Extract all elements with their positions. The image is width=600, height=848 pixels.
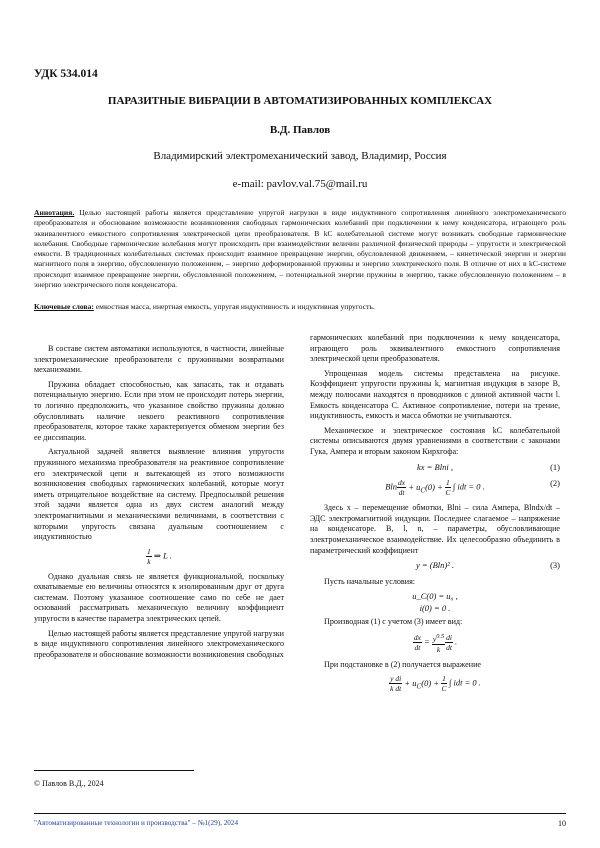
equation-text: y = (Bln)² .: [415, 560, 455, 571]
keywords: [34, 302, 566, 312]
right-column: [310, 333, 560, 699]
paragraph: гармонических колебаний при подключении к нему конденсатора, играющего роль эквивалентного емкостного сопротивления электрической цепи преобразователя.: [310, 333, 560, 364]
paragraph: Актуальной задачей является выявление влияния упругости пружинного механизма преобразователя на реактивное сопротивление его электрической цепи и вытекающей из этого возможности возникновения свободных гармонических колебаний, которые могут иметь отрицательное воздействие на систему. Предпосылкой решения этой задачи является одна из двух систем аналогий между электромагнитными и механическими величинами, в соответствии с которыми упругость связана дуальным соотношением с индуктивностью: [34, 447, 284, 542]
paragraph: Упрощенная модель системы представлена на рисунке. Коэффициент упругости пружины k, магнитная индукция в зазоре B, между полюсами находятся n проводников с длиной активной части l. Емкость конденсатора C. Активное сопротивление, потери на трение, индуктивность, емкость и масса обмотки не учитываются.: [310, 368, 560, 421]
paragraph: При подстановке в (2) получается выражение: [324, 659, 482, 669]
left-column: [34, 344, 284, 664]
equation-number: (3): [550, 560, 560, 571]
author: В.Д. Павлов: [269, 124, 331, 136]
equation-1: [310, 462, 560, 473]
paper-title: ПАРАЗИТНЫЕ ВИБРАЦИИ В АВТОМАТИЗИРОВАННЫХ КОМПЛЕКСАХ: [107, 95, 493, 107]
frac-numerator: 1: [147, 546, 151, 556]
equation-text: kx = Blni ,: [417, 461, 453, 472]
derivative-equation: $\frac{dx}{dt}$ = $\frac{y^{0.5}}{k}$ $\frac{di}{dt}$ .: [413, 633, 458, 654]
equation-3: [310, 560, 560, 571]
substituted-equation: $\frac{y}{k}$ $\frac{di}{dt}$ + $u_C(0)$ + $\frac{1}{C}$ ∫ idt = 0 .: [390, 674, 481, 694]
keywords-label: Ключевые слова:: [34, 302, 94, 311]
abstract-text: Целью настоящей работы является представление упругой нагрузки в виде индуктивного сопротивления линейного электромеханического преобразователя и обоснование возможности возникновения свободных гармонических колебаний при подключении к нему конденсатора, играющего роль эквивалентного емкостного сопротивления электрической цепи преобразователя. В kC колебательной системе могут возникать свободные гармонические колебания. Свободные гармонические колебания могут происходить при взаимодействии величин различной физической природы – упругости и электрической емкости. В традиционных колебательных системах происходит взаимное превращение энергии, обусловленной движением, – кинетической энергии и энергии магнитного поля в энергию, обусловленную положением, – энергию деформированной пружины и энергию электрического поля. В отличие от них в kC-системе происходит взаимное превращение энергии, обусловленной положением, – потенциальной энергии пружины в энергию, также обусловленную положением – в энергию электрического поля конденсатора.: [34, 208, 566, 290]
paragraph: Производная (1) с учетом (3) имеет вид:: [324, 617, 463, 627]
copyright: © Павлов В.Д., 2024: [34, 779, 104, 788]
equation-number: (2): [550, 478, 560, 489]
paragraph: Целью настоящей работы является представление упругой нагрузки в виде индуктивного сопротивления линейного электромеханического преобразователя и обоснование возможности возникновения свободных: [34, 628, 284, 659]
paragraph: Однако дуальная связь не является функциональной, поскольку охватываемые ею величины относятся к изолированным друг от друга системам. Поэтому указанное соотношение само по себе не дает оснований рассматривать механическую величину коэффициент упругости в качестве параметра электрических цепей.: [34, 571, 284, 624]
initial-condition-2: i(0) = 0 .: [419, 602, 451, 613]
abstract: [34, 208, 566, 290]
paragraph: Здесь x – перемещение обмотки, Blni – сила Ампера, Blndx/dt – ЭДС электромагнитной индукции. Последнее слагаемое – напряжение на конденсаторе. B, l, n, – параметры, обусловливающие электромеханическое взаимодействие. Их целесообразно объединить в параметрический коэффициент: [310, 503, 560, 555]
udk-code: УДК 534.014: [34, 68, 98, 80]
paragraph: Механическое и электрическое состояния kC колебательной системы описываются двумя уравнениями в соответствии с законами Гука, Ампера и вторым законом Кирхгофа:: [310, 425, 560, 456]
formula-rest: ⇒ L .: [153, 550, 172, 561]
journal-name: "Автоматизированные технологии и производства" – №1(29), 2024: [34, 819, 239, 827]
abstract-label: Аннотация.: [34, 208, 75, 217]
email: e-mail: pavlov.val.75@mail.ru: [232, 178, 368, 190]
equation-2: Bln $\frac{dx}{dt}$ + $u_C(0)$ + $\frac{1}{C}$ ∫ idt = 0 . (2): [385, 478, 560, 498]
paragraph: Пружина обладает способностью, как запасать, так и отдавать потенциальную энергию. Если при этом не происходит потерь энергии, то логично предположить, что указанное свойство пружины должно обусловливать наличие некоего реактивного сопротивления преобразователя, которое также характеризуется обменом энергии без ее диссипации.: [34, 379, 284, 442]
equation-number: (1): [550, 461, 560, 472]
paragraph: В составе систем автоматики используются, в частности, линейные электромеханические преобразователи с пружинными возвратными механизмами.: [34, 344, 284, 375]
footnote-divider: [34, 770, 194, 771]
footer-rule: [34, 813, 566, 814]
frac-denominator: k: [147, 556, 151, 566]
affiliation: Владимирский электромеханический завод, Владимир, Россия: [153, 150, 447, 162]
duality-formula: [34, 547, 284, 566]
page-number: 10: [558, 819, 566, 828]
paragraph: Пусть начальные условия:: [324, 576, 416, 586]
keywords-text: емкостная масса, инертная емкость, упругая индуктивность и индуктивная упругость.: [93, 302, 375, 311]
initial-condition-1: u_C(0) = u₀ ,: [412, 591, 458, 602]
